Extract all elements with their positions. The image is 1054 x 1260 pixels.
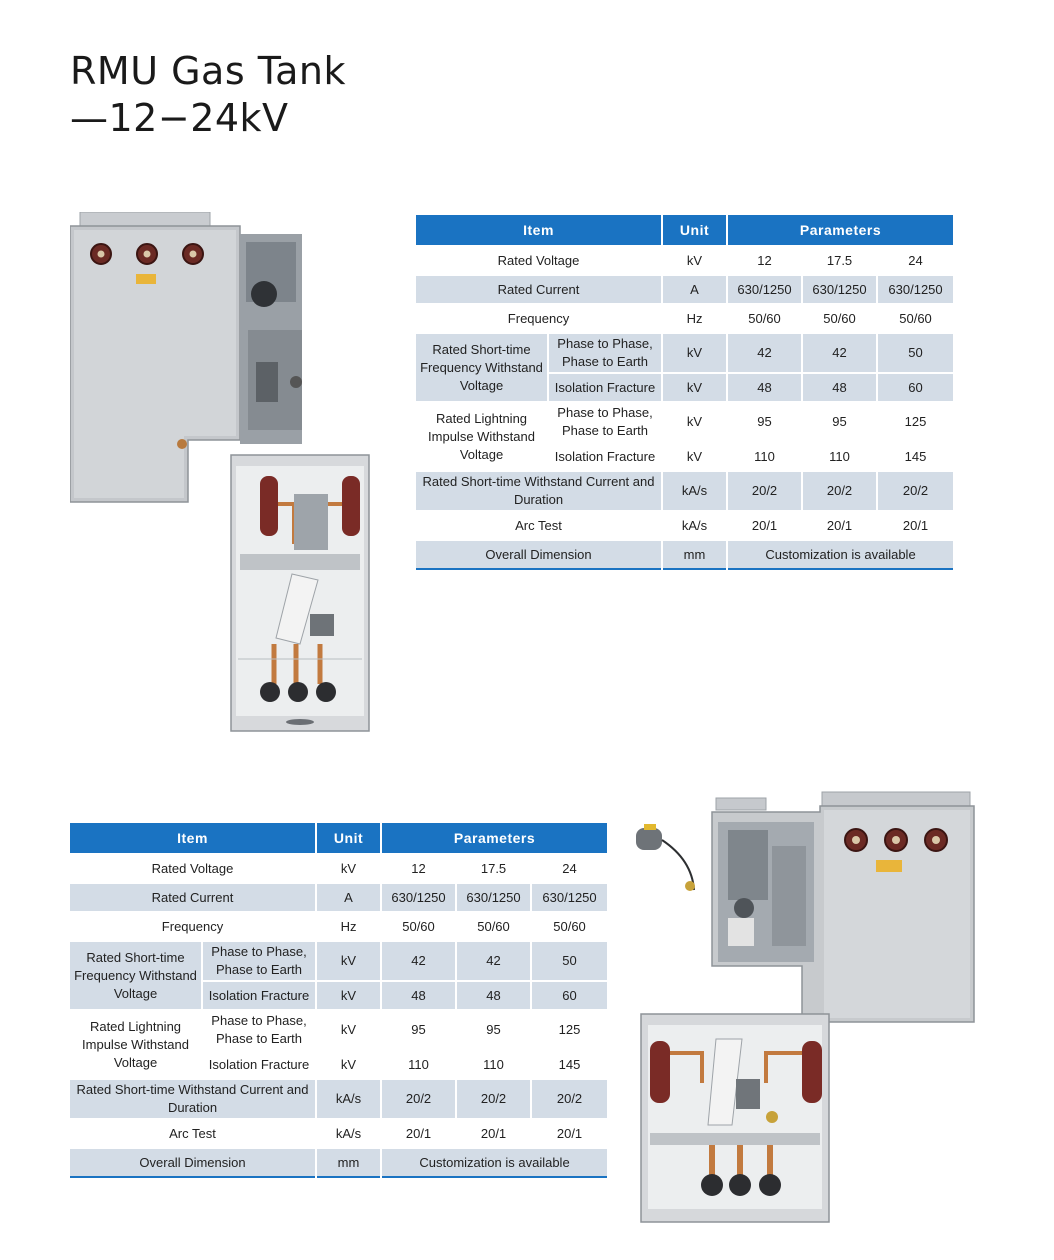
cell-value: 110 — [381, 1050, 456, 1079]
row-lightning-p2p — [416, 402, 953, 442]
cell-unit: kA/s — [316, 1119, 381, 1148]
cell-unit: kA/s — [662, 471, 727, 511]
header-unit: Unit — [316, 823, 381, 854]
cell-sub-label: Isolation Fracture — [202, 981, 316, 1010]
cell-value: 20/2 — [381, 1079, 456, 1119]
cell-value: 145 — [877, 442, 953, 471]
cell-value: 50 — [531, 941, 607, 981]
cell-value: 50/60 — [381, 912, 456, 941]
cell-unit: kA/s — [662, 511, 727, 540]
cell-value: 12 — [381, 854, 456, 883]
cell-label: Overall Dimension — [70, 1148, 316, 1177]
cell-value: 630/1250 — [727, 275, 802, 304]
cell-value: 20/2 — [877, 471, 953, 511]
cell-unit: kV — [316, 1050, 381, 1079]
cell-value: 20/1 — [531, 1119, 607, 1148]
cell-label: Rated Short-time Frequency Withstand Voltage — [416, 333, 548, 402]
cell-unit: Hz — [662, 304, 727, 333]
cell-value: 17.5 — [456, 854, 531, 883]
header-parameters: Parameters — [381, 823, 607, 854]
cell-sub-label: Isolation Fracture — [202, 1050, 316, 1079]
row-short-time-freq-p2p — [416, 333, 953, 373]
title-line-2: —12−24kV — [70, 96, 289, 140]
cell-value: 630/1250 — [877, 275, 953, 304]
cell-value: 110 — [802, 442, 877, 471]
cell-value: 42 — [802, 333, 877, 373]
cell-label: Rated Short-time Withstand Current and Duration — [416, 471, 662, 511]
cell-unit: mm — [662, 540, 727, 569]
cell-label: Overall Dimension — [416, 540, 662, 569]
cell-unit: A — [316, 883, 381, 912]
cell-value: 50/60 — [802, 304, 877, 333]
cell-unit: kV — [316, 981, 381, 1010]
cell-label: Arc Test — [416, 511, 662, 540]
cell-value: 125 — [877, 402, 953, 442]
cell-unit: A — [662, 275, 727, 304]
cell-sub-label: Phase to Phase, Phase to Earth — [202, 1010, 316, 1050]
row-arc-test — [70, 1119, 607, 1148]
cell-unit: kV — [316, 941, 381, 981]
spec-table-top — [416, 215, 953, 570]
row-short-time-current — [416, 471, 953, 511]
cell-value: 50/60 — [877, 304, 953, 333]
row-arc-test — [416, 511, 953, 540]
cell-label: Rated Current — [416, 275, 662, 304]
cell-value: 630/1250 — [456, 883, 531, 912]
cell-value: 48 — [802, 373, 877, 402]
row-frequency — [70, 912, 607, 941]
cell-value: 60 — [531, 981, 607, 1010]
row-overall-dimension — [416, 540, 953, 569]
cell-value: 20/1 — [456, 1119, 531, 1148]
header-parameters: Parameters — [727, 215, 953, 246]
cell-value: 110 — [727, 442, 802, 471]
cell-value: 20/2 — [727, 471, 802, 511]
cell-label: Rated Current — [70, 883, 316, 912]
cell-value: Customization is available — [727, 540, 953, 569]
cell-value: Customization is available — [381, 1148, 607, 1177]
cell-label: Rated Short-time Frequency Withstand Voltage — [70, 941, 202, 1010]
row-short-time-current — [70, 1079, 607, 1119]
rmu-tank-angled-photo — [632, 790, 978, 1026]
cell-label: Rated Lightning Impulse Withstand Voltage — [70, 1010, 202, 1079]
cell-unit: kV — [662, 402, 727, 442]
row-overall-dimension — [70, 1148, 607, 1177]
cell-value: 42 — [727, 333, 802, 373]
header-item: Item — [70, 823, 316, 854]
row-lightning-p2p — [70, 1010, 607, 1050]
header-unit: Unit — [662, 215, 727, 246]
page-title — [70, 48, 346, 142]
cell-label: Rated Lightning Impulse Withstand Voltage — [416, 402, 548, 471]
cell-unit: kA/s — [316, 1079, 381, 1119]
cell-unit: kV — [662, 333, 727, 373]
cell-label: Rated Voltage — [70, 854, 316, 883]
cell-value: 48 — [381, 981, 456, 1010]
header-item: Item — [416, 215, 662, 246]
spec-table-bottom — [70, 823, 607, 1178]
cell-value: 95 — [727, 402, 802, 442]
row-rated-current — [416, 275, 953, 304]
cell-unit: kV — [662, 373, 727, 402]
cell-unit: kV — [316, 854, 381, 883]
cell-value: 60 — [877, 373, 953, 402]
cell-value: 17.5 — [802, 246, 877, 275]
cell-unit: kV — [662, 246, 727, 275]
cell-value: 630/1250 — [802, 275, 877, 304]
cell-value: 145 — [531, 1050, 607, 1079]
cell-value: 24 — [531, 854, 607, 883]
cell-value: 50 — [877, 333, 953, 373]
cell-value: 125 — [531, 1010, 607, 1050]
cell-label: Rated Short-time Withstand Current and Duration — [70, 1079, 316, 1119]
cell-value: 20/2 — [802, 471, 877, 511]
cell-value: 630/1250 — [531, 883, 607, 912]
cell-value: 48 — [727, 373, 802, 402]
cell-label: Arc Test — [70, 1119, 316, 1148]
cell-label: Frequency — [70, 912, 316, 941]
cell-value: 20/1 — [802, 511, 877, 540]
row-rated-voltage — [70, 854, 607, 883]
cell-unit: mm — [316, 1148, 381, 1177]
row-short-time-freq-p2p — [70, 941, 607, 981]
cell-value: 630/1250 — [381, 883, 456, 912]
cell-value: 50/60 — [727, 304, 802, 333]
cell-value: 48 — [456, 981, 531, 1010]
cell-sub-label: Phase to Phase, Phase to Earth — [548, 402, 662, 442]
cell-sub-label: Isolation Fracture — [548, 373, 662, 402]
cell-value: 24 — [877, 246, 953, 275]
cell-sub-label: Isolation Fracture — [548, 442, 662, 471]
cell-value: 20/1 — [727, 511, 802, 540]
rmu-tank-open-photo — [230, 454, 370, 732]
cell-value: 95 — [381, 1010, 456, 1050]
cell-unit: kV — [316, 1010, 381, 1050]
cell-value: 20/1 — [877, 511, 953, 540]
cell-unit: Hz — [316, 912, 381, 941]
row-rated-current — [70, 883, 607, 912]
cell-value: 110 — [456, 1050, 531, 1079]
cell-value: 95 — [802, 402, 877, 442]
title-line-1: RMU Gas Tank — [70, 49, 346, 93]
cell-value: 20/1 — [381, 1119, 456, 1148]
cell-value: 12 — [727, 246, 802, 275]
cell-value: 20/2 — [531, 1079, 607, 1119]
cell-value: 42 — [381, 941, 456, 981]
cell-sub-label: Phase to Phase, Phase to Earth — [202, 941, 316, 981]
row-rated-voltage — [416, 246, 953, 275]
cell-value: 42 — [456, 941, 531, 981]
cell-value: 50/60 — [531, 912, 607, 941]
rmu-tank-open-photo-2 — [640, 1013, 830, 1223]
cell-label: Rated Voltage — [416, 246, 662, 275]
cell-sub-label: Phase to Phase, Phase to Earth — [548, 333, 662, 373]
cell-value: 20/2 — [456, 1079, 531, 1119]
cell-value: 95 — [456, 1010, 531, 1050]
row-frequency — [416, 304, 953, 333]
cell-value: 50/60 — [456, 912, 531, 941]
cell-label: Frequency — [416, 304, 662, 333]
cell-unit: kV — [662, 442, 727, 471]
